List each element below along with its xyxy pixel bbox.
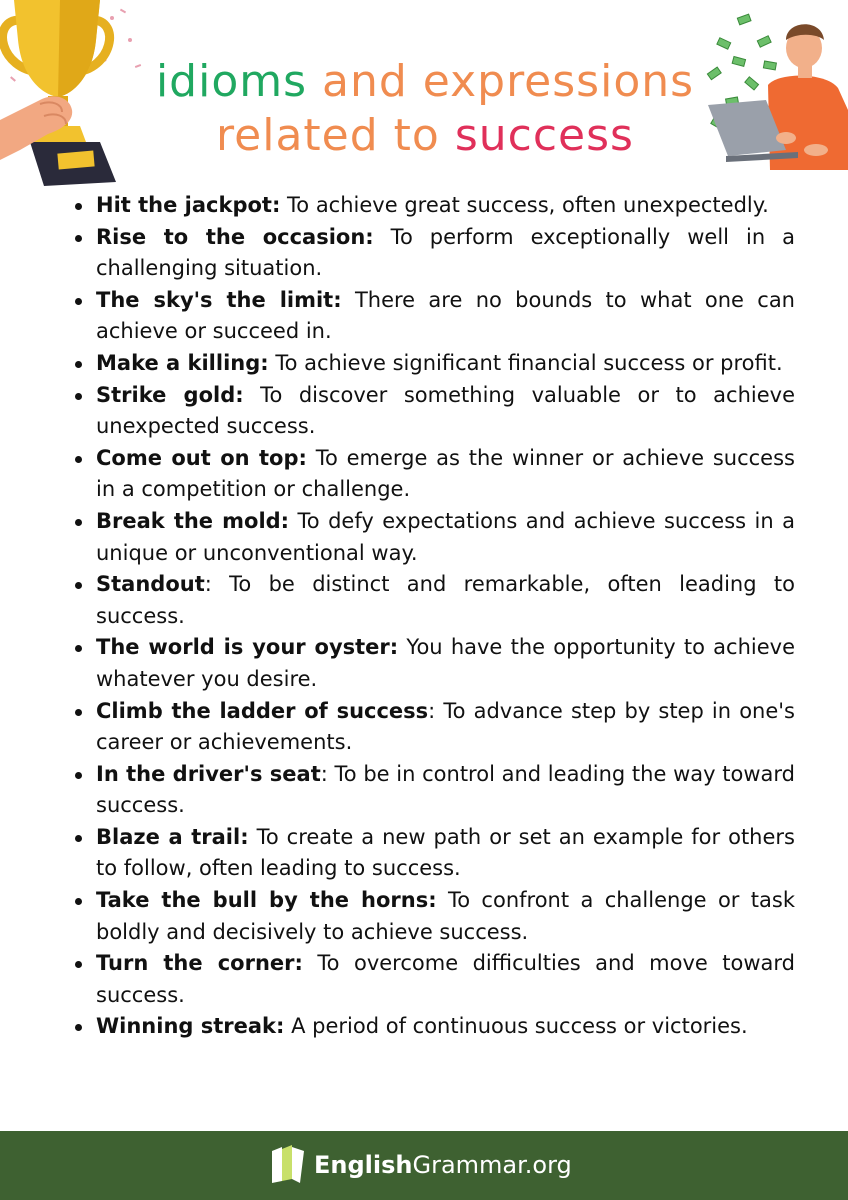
bullet-icon <box>75 298 82 305</box>
book-logo-icon <box>270 1145 306 1185</box>
bullet-icon <box>75 235 82 242</box>
idiom-definition: To overcome difficulties and move toward success. <box>96 951 796 1007</box>
bullet-icon <box>75 961 82 968</box>
idiom-term: Break the mold: <box>96 508 290 533</box>
list-item <box>75 822 795 885</box>
brand-bold: English <box>314 1151 413 1179</box>
bullet-icon <box>75 456 82 463</box>
title-line-2 <box>130 109 720 163</box>
idiom-term: The world is your oyster: <box>96 635 399 660</box>
title-word-expressions: and expressions <box>322 56 695 107</box>
page-title <box>130 55 720 163</box>
idiom-definition: To achieve significant financial success or profit. <box>268 350 783 375</box>
idiom-term: The sky's the limit: <box>96 287 342 312</box>
idiom-term: Come out on top: <box>96 445 307 470</box>
idiom-definition: To create a new path or set an example for others to follow, often leading to success. <box>96 824 795 881</box>
idiom-term: Rise to the occasion: <box>96 224 374 249</box>
title-word-related: related to <box>216 110 440 161</box>
bullet-icon <box>75 582 82 589</box>
bullet-icon <box>75 1024 82 1031</box>
idiom-definition: There are no bounds to what one can achieve or succeed in. <box>96 287 795 344</box>
person-with-laptop-icon <box>698 10 848 170</box>
idiom-term: Winning streak: <box>96 1014 285 1039</box>
idiom-term: In the driver's seat <box>96 761 321 786</box>
list-item <box>75 380 795 443</box>
idiom-definition: A period of continuous success or victories. <box>284 1014 748 1039</box>
list-item <box>75 885 795 948</box>
bullet-icon <box>75 519 82 526</box>
title-line-1 <box>130 55 720 109</box>
list-item <box>75 1011 795 1043</box>
idiom-definition: To emerge as the winner or achieve success in a competition or challenge. <box>96 445 795 502</box>
idiom-definition: To defy expectations and achieve success in a unique or unconventional way. <box>96 508 795 565</box>
list-item <box>75 569 795 632</box>
footer <box>0 1131 848 1200</box>
bullet-icon <box>75 709 82 716</box>
idiom-definition: : To be in control and leading the way toward success. <box>96 761 795 818</box>
idiom-term: Turn the corner: <box>96 951 303 976</box>
header <box>0 0 848 190</box>
bullet-icon <box>75 361 82 368</box>
list-item <box>75 348 795 380</box>
bullet-icon <box>75 898 82 905</box>
idiom-definition: To achieve great success, often unexpectedly. <box>280 193 769 217</box>
brand-logo <box>270 1143 572 1187</box>
list-item <box>75 222 795 285</box>
idiom-term: Blaze a trail: <box>96 824 249 849</box>
list-item <box>75 759 795 822</box>
idiom-term: Climb the ladder of success <box>96 698 429 723</box>
bullet-icon <box>75 203 82 210</box>
idiom-term: Hit the jackpot: <box>96 193 281 217</box>
brand-regular: Grammar.org <box>412 1151 572 1179</box>
bullet-icon <box>75 835 82 842</box>
list-item <box>75 285 795 348</box>
list-item <box>75 443 795 506</box>
idiom-definition: To confront a challenge or task boldly and decisively to achieve success. <box>96 888 795 944</box>
idiom-term: Standout <box>96 572 205 597</box>
idiom-definition: : To advance step by step in one's career or achievements. <box>96 698 795 755</box>
idiom-term: Strike gold: <box>96 382 244 407</box>
list-item <box>75 948 795 1011</box>
bullet-icon <box>75 393 82 400</box>
idiom-term: Make a killing: <box>96 350 269 375</box>
bullet-icon <box>75 645 82 652</box>
idiom-definition: You have the opportunity to achieve whatever you desire. <box>96 635 795 691</box>
list-item <box>75 190 795 222</box>
idiom-definition: : To be distinct and remarkable, often leading to success. <box>96 572 795 628</box>
idiom-definition: To discover something valuable or to achieve unexpected success. <box>96 382 795 439</box>
list-item <box>75 696 795 759</box>
list-item <box>75 632 795 695</box>
title-word-success: success <box>454 110 634 161</box>
brand-name <box>314 1151 572 1179</box>
idiom-definition: To perform exceptionally well in a challenging situation. <box>96 224 795 281</box>
bullet-icon <box>75 772 82 779</box>
title-word-idioms: idioms <box>155 56 308 107</box>
idiom-term: Take the bull by the horns: <box>96 888 437 913</box>
list-item <box>75 506 795 569</box>
idiom-list <box>75 190 795 1043</box>
